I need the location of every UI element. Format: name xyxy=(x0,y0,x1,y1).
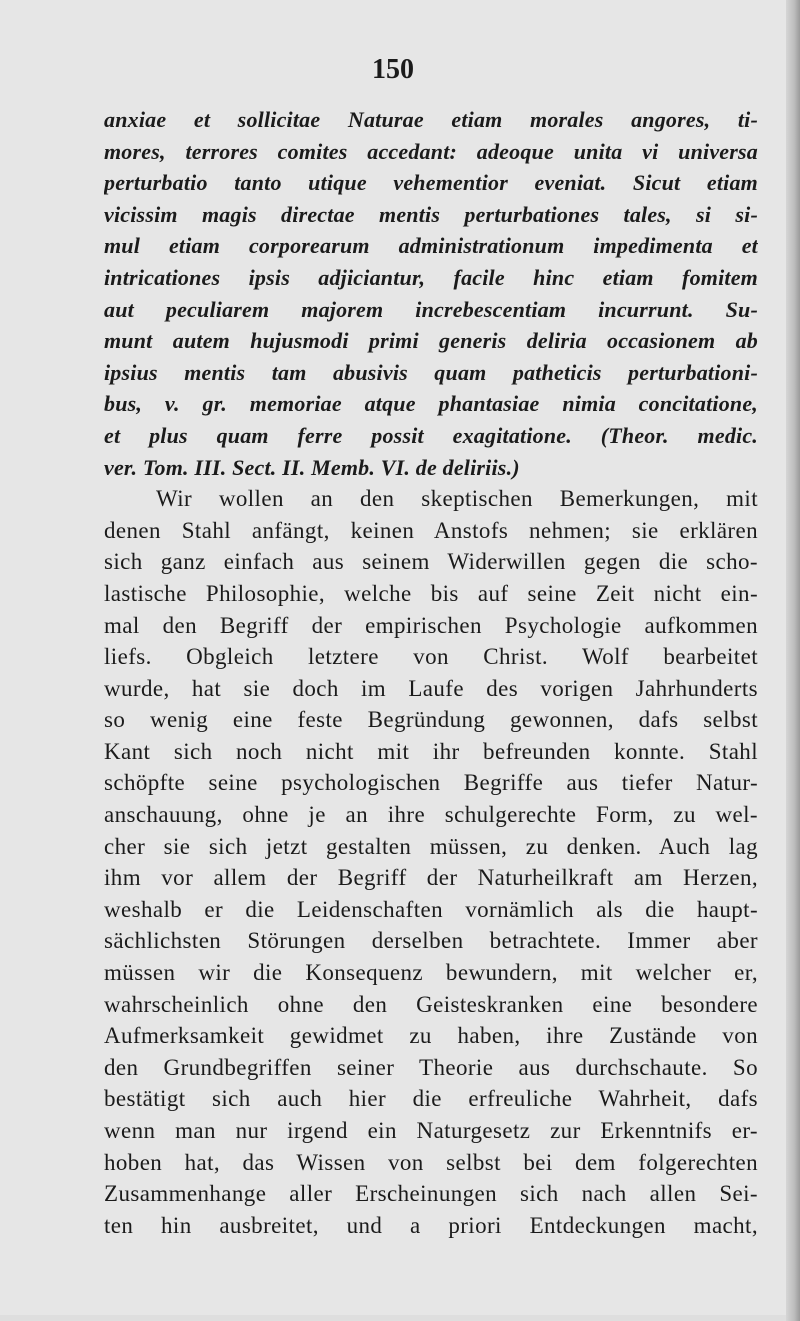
latin-quote xyxy=(104,104,758,483)
body-line: liefs. Obgleich letztere von Christ. Wolf bearbeitet xyxy=(104,644,758,670)
body-line: wenn man nur irgend ein Naturgesetz zur Erkenntnifs er- xyxy=(104,1118,758,1143)
body-line: wurde, hat sie doch im Laufe des vorigen Jahrhunderts xyxy=(104,675,758,701)
body-line: müssen wir die Konsequenz bewundern, mit welcher er, xyxy=(104,960,758,986)
latin-quote-line: mul etiam corporearum administrationum impedimenta et xyxy=(104,233,758,259)
body-line: anschauung, ohne je an ihre schulgerechte Form, zu wel- xyxy=(104,802,758,828)
body-line: ihm vor allem der Begriff der Naturheilkraft am Herzen, xyxy=(104,865,758,891)
body-line: cher sie sich jetzt gestalten müssen, zu denken. Auch lag xyxy=(104,833,758,859)
body-line: Zusammenhange aller Erscheinungen sich nach allen Sei- xyxy=(104,1181,758,1207)
page-number: 150 xyxy=(372,54,414,85)
body-line: hoben hat, das Wissen von selbst bei dem folgerechten xyxy=(104,1149,758,1175)
body-line: bestätigt sich auch hier die erfreuliche Wahrheit, dafs xyxy=(104,1086,758,1112)
body-line: Wir wollen an den skeptischen Bemerkungen, mit xyxy=(156,486,758,512)
body-line: den Grundbegriffen seiner Theorie aus durchschaute. So xyxy=(104,1054,758,1080)
latin-quote-line: et plus quam ferre possit exagitatione. (Theor. medic. xyxy=(104,422,758,448)
body-line: so wenig eine feste Begründung gewonnen, dafs selbst xyxy=(104,707,758,733)
body-line: mal den Begriff der empirischen Psychologie aufkommen xyxy=(104,612,758,638)
body-line: ten hin ausbreitet, und a priori Entdeckungen macht, xyxy=(104,1212,758,1238)
body-line: wahrscheinlich ohne den Geisteskranken eine besondere xyxy=(104,991,758,1017)
body-line: sich ganz einfach aus seinem Widerwillen gegen die scho- xyxy=(104,549,758,575)
latin-quote-line: bus, v. gr. memoriae atque phantasiae nimia concitatione, xyxy=(104,391,758,417)
latin-quote-line: vicissim magis directae mentis perturbationes tales, si si- xyxy=(104,201,758,227)
latin-quote-line: munt autem hujusmodi primi generis deliria occasionem ab xyxy=(104,328,758,354)
body-line: schöpfte seine psychologischen Begriffe aus tiefer Natur- xyxy=(104,770,758,796)
latin-quote-line: aut peculiarem majorem increbescentiam incurrunt. Su- xyxy=(104,296,758,322)
body-line: weshalb er die Leidenschaften vornämlich als die haupt- xyxy=(104,896,758,922)
body-line: sächlichsten Störungen derselben betrachtete. Immer aber xyxy=(104,928,758,954)
body-paragraph xyxy=(104,483,758,1241)
latin-quote-line: ipsius mentis tam abusivis quam patheticis perturbationi- xyxy=(104,359,758,385)
latin-quote-line: perturbatio tanto utique vehementior eveniat. Sicut etiam xyxy=(104,170,758,196)
latin-quote-line: mores, terrores comites accedant: adeoque unita vi universa xyxy=(104,138,758,164)
latin-quote-line: anxiae et sollicitae Naturae etiam morales angores, ti- xyxy=(104,107,758,132)
body-line: Kant sich noch nicht mit ihr befreunden konnte. Stahl xyxy=(104,738,758,764)
body-line: lastische Philosophie, welche bis auf seine Zeit nicht ein- xyxy=(104,580,758,606)
body-line: Aufmerksamkeit gewidmet zu haben, ihre Zustände von xyxy=(104,1023,758,1049)
body-line: denen Stahl anfängt, keinen Anstofs nehmen; sie erklären xyxy=(104,517,758,543)
latin-quote-line: ver. Tom. III. Sect. II. Memb. VI. de deliriis.) xyxy=(104,454,520,480)
page-edge-shadow xyxy=(786,0,800,1321)
text-block xyxy=(104,104,758,1241)
latin-quote-line: intricationes ipsis adjiciantur, facile hinc etiam fomitem xyxy=(104,264,758,290)
